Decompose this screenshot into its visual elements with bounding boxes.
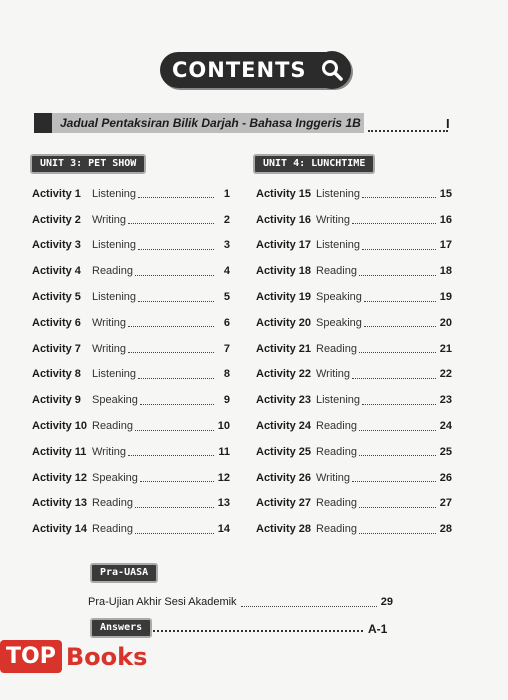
leader-dots	[359, 447, 436, 456]
answers-page: A-1	[368, 622, 388, 636]
activity-skill: Reading	[92, 265, 133, 278]
activity-name: Activity 22	[256, 368, 312, 381]
leader-dots	[135, 267, 214, 276]
activity-row	[32, 336, 230, 362]
banner-leader-dots	[368, 116, 448, 132]
activity-row	[32, 207, 230, 233]
activity-row	[256, 465, 452, 491]
leader-dots	[362, 189, 436, 198]
contents-title-text: CONTENTS	[160, 52, 351, 88]
activity-skill: Reading	[92, 523, 133, 536]
activity-skill: Writing	[92, 213, 127, 226]
pra-uasa-page: 29	[380, 596, 393, 608]
activity-name: Activity 23	[256, 394, 312, 407]
magnifier-icon	[313, 51, 351, 89]
leader-dots	[128, 318, 214, 327]
pra-uasa-text: Pra-Ujian Akhir Sesi Akademik	[88, 596, 237, 608]
activity-page: 8	[223, 368, 230, 381]
activity-page: 17	[439, 239, 452, 252]
activity-skill: Reading	[92, 420, 133, 433]
topbooks-logo	[0, 640, 147, 673]
activity-page: 16	[439, 213, 452, 226]
activity-skill: Writing	[92, 316, 127, 329]
activity-skill: Listening	[316, 239, 361, 252]
banner-page-number: I	[446, 116, 450, 131]
activity-page: 18	[439, 265, 452, 278]
activity-skill: Reading	[316, 342, 357, 355]
activity-name: Activity 4	[32, 265, 81, 278]
activity-name: Activity 11	[32, 445, 87, 458]
activity-name: Activity 14	[32, 523, 88, 536]
activity-name: Activity 19	[256, 291, 312, 304]
activity-page: 27	[439, 497, 452, 510]
activity-name: Activity 5	[32, 291, 81, 304]
activity-page: 2	[223, 213, 230, 226]
activity-row	[32, 439, 230, 465]
activity-name: Activity 10	[32, 420, 88, 433]
unit3-heading: UNIT 3: PET SHOW	[30, 154, 146, 174]
activity-name: Activity 26	[256, 471, 312, 484]
activity-page: 25	[439, 445, 452, 458]
activity-page: 11	[218, 445, 230, 458]
activity-name: Activity 2	[32, 213, 81, 226]
activity-row	[256, 310, 452, 336]
activity-skill: Listening	[92, 368, 137, 381]
leader-dots	[241, 598, 377, 607]
activity-page: 20	[439, 316, 452, 329]
leader-dots	[138, 293, 214, 302]
activity-name: Activity 9	[32, 394, 81, 407]
leader-dots	[359, 267, 436, 276]
activity-row	[32, 258, 230, 284]
activity-row	[256, 516, 452, 542]
activity-page: 23	[439, 394, 452, 407]
activity-row	[256, 258, 452, 284]
activity-page: 14	[217, 523, 230, 536]
activity-page: 15	[439, 187, 452, 200]
activity-name: Activity 15	[256, 187, 312, 200]
activity-row	[256, 387, 452, 413]
leader-dots	[359, 344, 436, 353]
activity-skill: Reading	[316, 420, 357, 433]
activity-page: 21	[439, 342, 452, 355]
activity-row	[256, 284, 452, 310]
leader-dots	[364, 293, 436, 302]
unit3-activity-list	[32, 181, 230, 542]
activity-skill: Reading	[92, 497, 133, 510]
activity-row	[32, 362, 230, 388]
activity-name: Activity 17	[256, 239, 312, 252]
leader-dots	[138, 241, 214, 250]
activity-row	[256, 181, 452, 207]
logo-books-text: Books	[65, 642, 148, 671]
activity-page: 3	[223, 239, 230, 252]
activity-row	[32, 310, 230, 336]
activity-skill: Writing	[316, 471, 351, 484]
pra-uasa-entry	[88, 596, 393, 608]
activity-page: 24	[439, 420, 452, 433]
leader-dots	[135, 499, 214, 508]
leader-dots	[362, 396, 436, 405]
activity-name: Activity 7	[32, 342, 81, 355]
leader-dots	[362, 241, 436, 250]
activity-row	[256, 233, 452, 259]
activity-name: Activity 16	[256, 213, 312, 226]
activity-skill: Reading	[316, 445, 357, 458]
pra-uasa-heading: Pra-UASA	[90, 563, 158, 583]
leader-dots	[135, 525, 214, 534]
leader-dots	[128, 447, 214, 456]
activity-row	[32, 516, 230, 542]
activity-skill: Listening	[92, 239, 137, 252]
activity-name: Activity 8	[32, 368, 81, 381]
leader-dots	[352, 370, 436, 379]
activity-page: 28	[439, 523, 452, 536]
leader-dots	[135, 422, 214, 431]
assessment-banner: Jadual Pentaksiran Bilik Darjah - Bahasa Inggeris 1B	[34, 113, 364, 133]
activity-name: Activity 6	[32, 316, 81, 329]
leader-dots	[352, 473, 436, 482]
activity-page: 12	[217, 471, 230, 484]
activity-skill: Listening	[316, 394, 361, 407]
answers-heading: Answers	[90, 618, 152, 638]
activity-skill: Listening	[92, 187, 137, 200]
activity-name: Activity 13	[32, 497, 88, 510]
activity-page: 7	[223, 342, 230, 355]
activity-name: Activity 12	[32, 471, 88, 484]
activity-row	[256, 207, 452, 233]
activity-name: Activity 25	[256, 445, 312, 458]
activity-page: 1	[223, 187, 230, 200]
activity-name: Activity 18	[256, 265, 312, 278]
activity-row	[32, 465, 230, 491]
activity-skill: Reading	[316, 497, 357, 510]
leader-dots	[359, 422, 436, 431]
activity-skill: Writing	[92, 342, 127, 355]
activity-row	[256, 336, 452, 362]
activity-page: 26	[439, 471, 452, 484]
activity-page: 4	[223, 265, 230, 278]
logo-top-text: TOP	[0, 640, 62, 673]
activity-row	[32, 181, 230, 207]
activity-skill: Listening	[92, 291, 137, 304]
activity-skill: Writing	[92, 445, 127, 458]
activity-page: 22	[439, 368, 452, 381]
activity-page: 19	[439, 291, 452, 304]
activity-skill: Reading	[316, 265, 357, 278]
activity-skill: Writing	[316, 213, 351, 226]
activity-skill: Reading	[316, 523, 357, 536]
activity-page: 10	[217, 420, 230, 433]
leader-dots	[128, 344, 214, 353]
activity-row	[256, 413, 452, 439]
activity-row	[256, 362, 452, 388]
activity-row	[32, 284, 230, 310]
leader-dots	[138, 370, 214, 379]
unit4-heading: UNIT 4: LUNCHTIME	[253, 154, 375, 174]
unit4-activity-list	[256, 181, 452, 542]
contents-title	[160, 50, 351, 90]
activity-page: 9	[223, 394, 230, 407]
leader-dots	[138, 189, 214, 198]
activity-page: 13	[217, 497, 230, 510]
leader-dots	[364, 318, 436, 327]
activity-name: Activity 20	[256, 316, 312, 329]
activity-name: Activity 28	[256, 523, 312, 536]
leader-dots	[140, 473, 214, 482]
leader-dots	[128, 215, 214, 224]
activity-name: Activity 24	[256, 420, 312, 433]
activity-row	[256, 439, 452, 465]
activity-row	[32, 387, 230, 413]
activity-name: Activity 27	[256, 497, 312, 510]
activity-row	[32, 233, 230, 259]
activity-name: Activity 1	[32, 187, 81, 200]
leader-dots	[359, 525, 436, 534]
answers-leader-dots	[148, 620, 363, 632]
leader-dots	[359, 499, 436, 508]
activity-row	[32, 413, 230, 439]
activity-name: Activity 21	[256, 342, 312, 355]
activity-skill: Speaking	[316, 316, 362, 329]
activity-skill: Writing	[316, 368, 351, 381]
activity-name: Activity 3	[32, 239, 81, 252]
activity-row	[256, 491, 452, 517]
activity-page: 6	[223, 316, 230, 329]
leader-dots	[140, 396, 214, 405]
leader-dots	[352, 215, 436, 224]
activity-page: 5	[223, 291, 230, 304]
activity-skill: Speaking	[316, 291, 362, 304]
activity-skill: Speaking	[92, 471, 138, 484]
activity-skill: Listening	[316, 187, 361, 200]
activity-skill: Speaking	[92, 394, 138, 407]
activity-row	[32, 491, 230, 517]
